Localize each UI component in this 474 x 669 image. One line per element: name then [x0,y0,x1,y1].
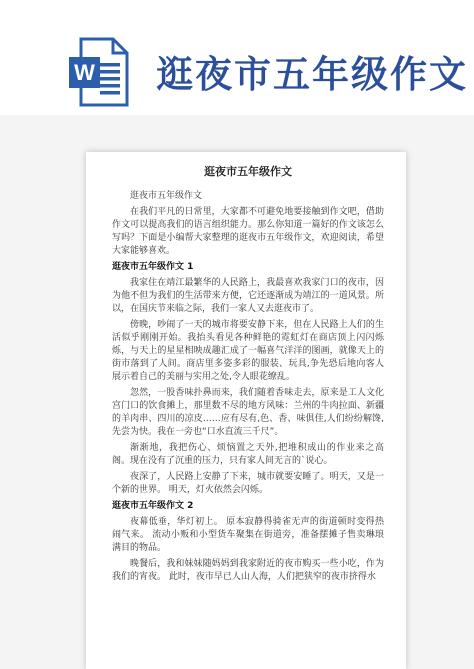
body-paragraph: 夜深了，人民路上安静了下来，城市就要安睡了。明天，又是一个新的世界。 明天，灯火依然会闪烁。 [112,472,384,495]
banner [0,0,474,115]
intro-paragraph: 在我们平凡的日常里，大家都不可避免地要接触到作文吧，借助作文可以提高我们的语言组织能力。那么你知道一篇好的作文该怎么写吗？下面是小编帮大家整理的逛夜市五年级作文，欢迎阅读，希望大家能够喜欢。 [112,207,384,256]
document-title: 逛夜市五年级作文 [204,165,292,178]
document-body [112,165,384,587]
word-icon-letter: W [74,60,95,85]
body-paragraph: 夜幕低垂，华灯初上。 原本寂静得骑雀无声的街道顿时变得热闹气来。 流动小贩和小型货车聚集在街道旁，准备摆摊子售卖琳琅满目的物品。 [112,517,384,553]
document-page [86,152,406,669]
banner-title: 逛夜市五年级作文 [156,53,468,96]
body-paragraph: 我家住在靖江最繁华的人民路上，我最喜欢我家门口的夜市，因为他不但为我们的生活带来方便，它还逐渐成为靖江的一道风景。所以，在国庆节来临之际，我们一家人又去逛夜市了。 [112,278,384,314]
document-subtitle: 逛夜市五年级作文 [130,191,203,201]
body-paragraph: 忽然，一股香味扑鼻而来，我们随着香味走去，原来是工人文化宫门口的饮食摊上，那里数不尽的地方风味：兰州的牛肉拉面、新疆的羊肉串、四川的凉皮……应有尽有,色、香、味俱佳,人们纷纷解馋,先尝为快。我在一旁也“口水直流三千尺”。 [112,388,384,437]
word-document-icon [67,37,129,107]
body-paragraph: 傍晚，吵闹了一天的城市将要安静下来，但在人民路上人们的生活似乎刚刚开始。我抬头看见各种鲜艳的霓虹灯在商店顶上闪闪烁烁，与天上的星星相映成趣汇成了一幅喜气洋洋的图画，就像天上的街市落到了人间。商店里多姿多彩的服装、玩具,争先恐后地向客人展示着自己的美丽与实用之处,令人眼花缭乱。 [112,320,384,382]
section-heading: 逛夜市五年级作文 2 [112,501,194,511]
body-paragraph: 渐渐地，我把伤心、烦恼置之天外,把堆积成山的作业来之高阁。现在没有了沉重的压力，只有家人间无言的`说心。 [112,443,384,466]
section-heading: 逛夜市五年级作文 1 [112,262,194,272]
body-paragraph: 晚餐后，我和妹妹随妈妈到我家附近的夜市购买一些小吃，作为我们的宵夜。 此时，夜市早已人山人海，人们把狭窄的夜市挤得水 [112,559,384,582]
